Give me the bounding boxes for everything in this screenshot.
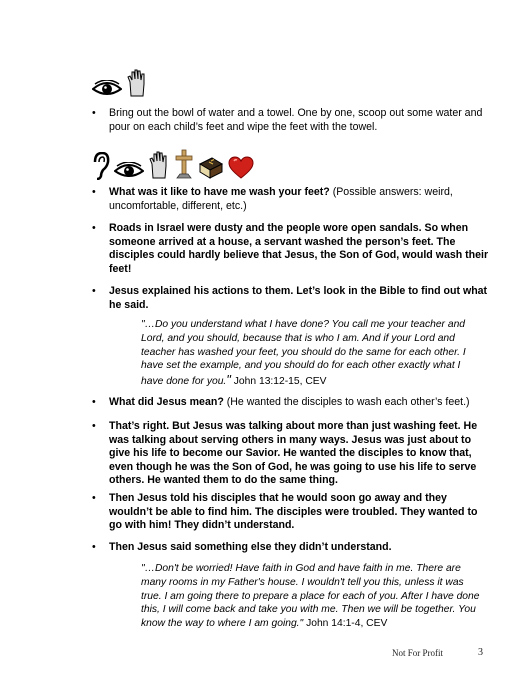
item-bold-text: Then Jesus said something else they didn’t understand. <box>109 541 392 553</box>
item-bold-text: What was it like to have me wash your feet? <box>109 186 330 198</box>
narration-item: • Jesus explained his actions to them. Let’s look in the Bible to find out what he said. <box>92 285 492 312</box>
hand-icon <box>148 150 170 180</box>
scripture-quote <box>141 562 484 631</box>
quote-reference: John 14:1-4, CEV <box>303 618 388 630</box>
instruction-item: • Bring out the bowl of water and a towel. One by one, scoop out some water and pour on each child’s feet and wipe the feet with the towel. <box>92 107 492 134</box>
quote-close-mark: " <box>226 372 231 388</box>
item-bold-text: That’s right. But Jesus was talking about more than just washing feet. He was talking about serving others in many ways. Jesus was just about to give his life to become our Savior. He wanted the disciples to know that, even though he was the Son of God, he was going to use his life to serve others. He wanted them to do the same thing. <box>109 420 478 486</box>
icon-row-2 <box>92 148 254 180</box>
quote-reference: John 13:12-15, CEV <box>230 376 327 388</box>
item-bold-text: Roads in Israel were dusty and the people wore open sandals. So when someone arrived at a house, a servant washed the person’s feet. The disciples could hardly believe that Jesus, the Son of God, would wash their feet! <box>109 222 489 275</box>
bible-icon <box>198 156 224 180</box>
page-number: 3 <box>478 647 483 658</box>
item-plain-text: (He wanted the disciples to wash each other’s feet.) <box>223 396 470 408</box>
item-plain-text: (Possible answers: weird, uncomfortable, different, etc.) <box>109 186 453 212</box>
scripture-quote <box>141 318 484 389</box>
eye-icon <box>92 80 122 98</box>
quote-text: "…Don't be worried! Have faith in God and have faith in me. There are many rooms in my Father's house. I wouldn't tell you this, unless it was true. I am going there to prepare a place for each of you. After I have done this, I will come back and take you with me. Then we will be together. You know the way to where I am going." <box>141 563 480 630</box>
icon-row-1 <box>92 68 148 98</box>
item-bold-text: Jesus explained his actions to them. Let’s look in the Bible to find out what he said. <box>109 285 488 311</box>
question-item: • What did Jesus mean? (He wanted the disciples to wash each other’s feet.) <box>92 396 470 408</box>
narration-item: • Roads in Israel were dusty and the people wore open sandals. So when someone arrived at a house, a servant washed the person’s feet. The disciples could hardly believe that Jesus, the Son of God, would wash their feet! <box>92 222 492 276</box>
eye-icon <box>114 162 144 180</box>
narration-item: • That’s right. But Jesus was talking about more than just washing feet. He was talking about serving others in many ways. Jesus was just about to give his life to become our Savior. He wanted the disciples to know that, even though he was the Son of God, he was going to use his life to serve others. He wanted them to do the same thing. <box>92 420 492 488</box>
cross-icon <box>174 148 194 180</box>
item-bold-text: Then Jesus told his disciples that he would soon go away and they wouldn’t be able to find him. The disciples were troubled. They wanted to go with him! They didn’t understand. <box>109 492 478 531</box>
heart-icon <box>228 156 254 180</box>
quote-text: "…Do you understand what I have done? You call me your teacher and Lord, and you should, because that is who I am. And if your Lord and teacher has washed your feet, you should do the same for each other. I have set the example, and you should do for each other exactly what I have done for you. <box>141 319 466 388</box>
ear-icon <box>92 152 110 180</box>
narration-item: • Then Jesus said something else they didn’t understand. <box>92 541 492 555</box>
question-item: • What was it like to have me wash your feet? (Possible answers: weird, uncomfortable, different, etc.) <box>92 186 453 212</box>
hand-icon <box>126 68 148 98</box>
narration-item: • Then Jesus told his disciples that he would soon go away and they wouldn’t be able to find him. The disciples were troubled. They wanted to go with him! They didn’t understand. <box>92 492 492 533</box>
item-text: Bring out the bowl of water and a towel. One by one, scoop out some water and pour on each child’s feet and wipe the feet with the towel. <box>109 107 483 133</box>
item-bold-text: What did Jesus mean? <box>109 396 224 408</box>
footer-note: Not For Profit <box>392 648 444 658</box>
